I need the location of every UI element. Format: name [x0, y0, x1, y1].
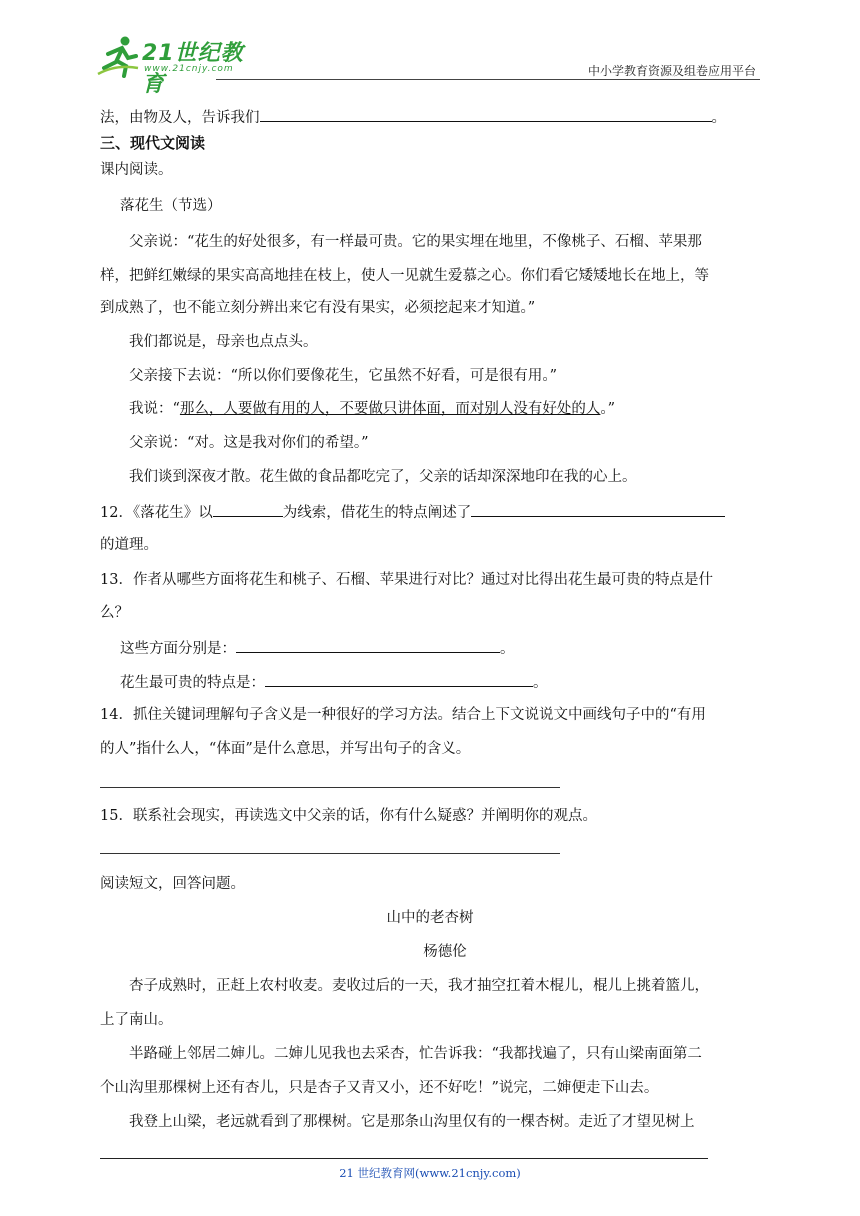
- section-heading: 三、现代文阅读: [100, 134, 206, 152]
- article-line: 上了南山。: [100, 1012, 173, 1028]
- underlined-sentence: 那么，人要做有用的人，不要做只讲体面，而对别人没有好处的人: [179, 401, 601, 417]
- passage-line: 到成熟了，也不能立刻分辨出来它有没有果实，必须挖起来才知道。”: [100, 300, 536, 316]
- article-author: 杨德伦: [423, 944, 467, 960]
- question-14: 14．抓住关键词理解句子含义是一种很好的学习方法。结合上下文说说文中画线句子中的“有用: [100, 707, 706, 723]
- continued-line: [100, 106, 726, 128]
- article-line: 个山沟里那棵树上还有杏儿，只是杏子又青又小，还不好吃！”说完，二婶便走下山去。: [100, 1080, 659, 1096]
- question-15: 15．联系社会现实，再读选文中父亲的话，你有什么疑惑？并阐明你的观点。: [100, 808, 597, 824]
- footer-divider: [100, 1158, 708, 1159]
- answer-line[interactable]: [100, 853, 560, 854]
- platform-name: 中小学教育资源及组卷应用平台: [587, 64, 756, 78]
- question-13-a: [120, 637, 515, 659]
- question-12-end: 的道理。: [100, 537, 158, 553]
- answer-line[interactable]: [100, 787, 560, 788]
- question-13: 13．作者从哪些方面将花生和桃子、石榴、苹果进行对比？通过对比得出花生最可贵的特点是什: [100, 572, 713, 588]
- text-span: 为线索，借花生的特点阐述了: [282, 505, 472, 521]
- question-14-cont: 的人”指什么人，“体面”是什么意思，并写出句子的含义。: [100, 741, 471, 757]
- reading-intro-2: 阅读短文，回答问题。: [100, 876, 245, 892]
- passage-line: 我们都说是，母亲也点点头。: [129, 334, 318, 350]
- text-span: 12．《落花生》以: [100, 505, 213, 521]
- text-span: 。: [500, 641, 515, 657]
- logo-url: www.21cnjy.com: [144, 64, 234, 74]
- site-logo[interactable]: [96, 34, 266, 97]
- passage-line: 父亲说：“花生的好处很多，有一样最可贵。它的果实埋在地里，不像桃子、石榴、苹果那: [129, 234, 702, 250]
- text-span: 。: [711, 110, 726, 126]
- reading-intro: 课内阅读。: [100, 162, 173, 178]
- answer-blank[interactable]: [213, 501, 283, 517]
- runner-logo-icon: [96, 34, 140, 78]
- header-divider: [216, 79, 760, 80]
- page-header: [96, 30, 760, 97]
- article-line: 我登上山梁，老远就看到了那棵树。它是那条山沟里仅有的一棵杏树。走近了才望见树上: [129, 1114, 695, 1130]
- underlined-sentence-line: [129, 399, 615, 419]
- text-span: 。: [533, 675, 548, 691]
- passage-title: 落花生（节选）: [120, 198, 222, 214]
- passage-line: 样，把鲜红嫩绿的果实高高地挂在枝上，使人一见就生爱慕之心。你们看它矮矮地长在地上，等: [100, 268, 709, 284]
- question-12: [100, 501, 725, 523]
- question-13-b: [120, 671, 548, 693]
- question-13-cont: 么？: [100, 605, 129, 621]
- article-line: 半路碰上邻居二婶儿。二婶儿见我也去采杏，忙告诉我：“我都找遍了，只有山梁南面第二: [129, 1046, 702, 1062]
- text-span: 这些方面分别是：: [120, 641, 236, 657]
- text-span: 花生最可贵的特点是：: [120, 675, 265, 691]
- passage-line: 父亲接下去说：“所以你们要像花生，它虽然不好看，可是很有用。”: [129, 368, 558, 384]
- article-title: 山中的老杏树: [386, 910, 474, 926]
- answer-blank[interactable]: [471, 501, 725, 517]
- answer-blank[interactable]: [260, 106, 712, 122]
- footer-link[interactable]: 21 世纪教育网(www.21cnjy.com): [339, 1166, 521, 1180]
- answer-blank[interactable]: [236, 637, 500, 653]
- logo-text: 21世纪教育: [142, 41, 244, 97]
- answer-blank[interactable]: [265, 671, 533, 687]
- text-span: 。”: [600, 401, 616, 417]
- text-span: 我说：“: [129, 401, 180, 417]
- text-span: 法，由物及人，告诉我们: [100, 110, 260, 126]
- article-line: 杏子成熟时，正赶上农村收麦。麦收过后的一天，我才抽空扛着木棍儿，棍儿上挑着篮儿，: [129, 978, 709, 994]
- passage-line: 父亲说：“对。这是我对你们的希望。”: [129, 435, 369, 451]
- passage-line: 我们谈到深夜才散。花生做的食品都吃完了，父亲的话却深深地印在我的心上。: [129, 469, 637, 485]
